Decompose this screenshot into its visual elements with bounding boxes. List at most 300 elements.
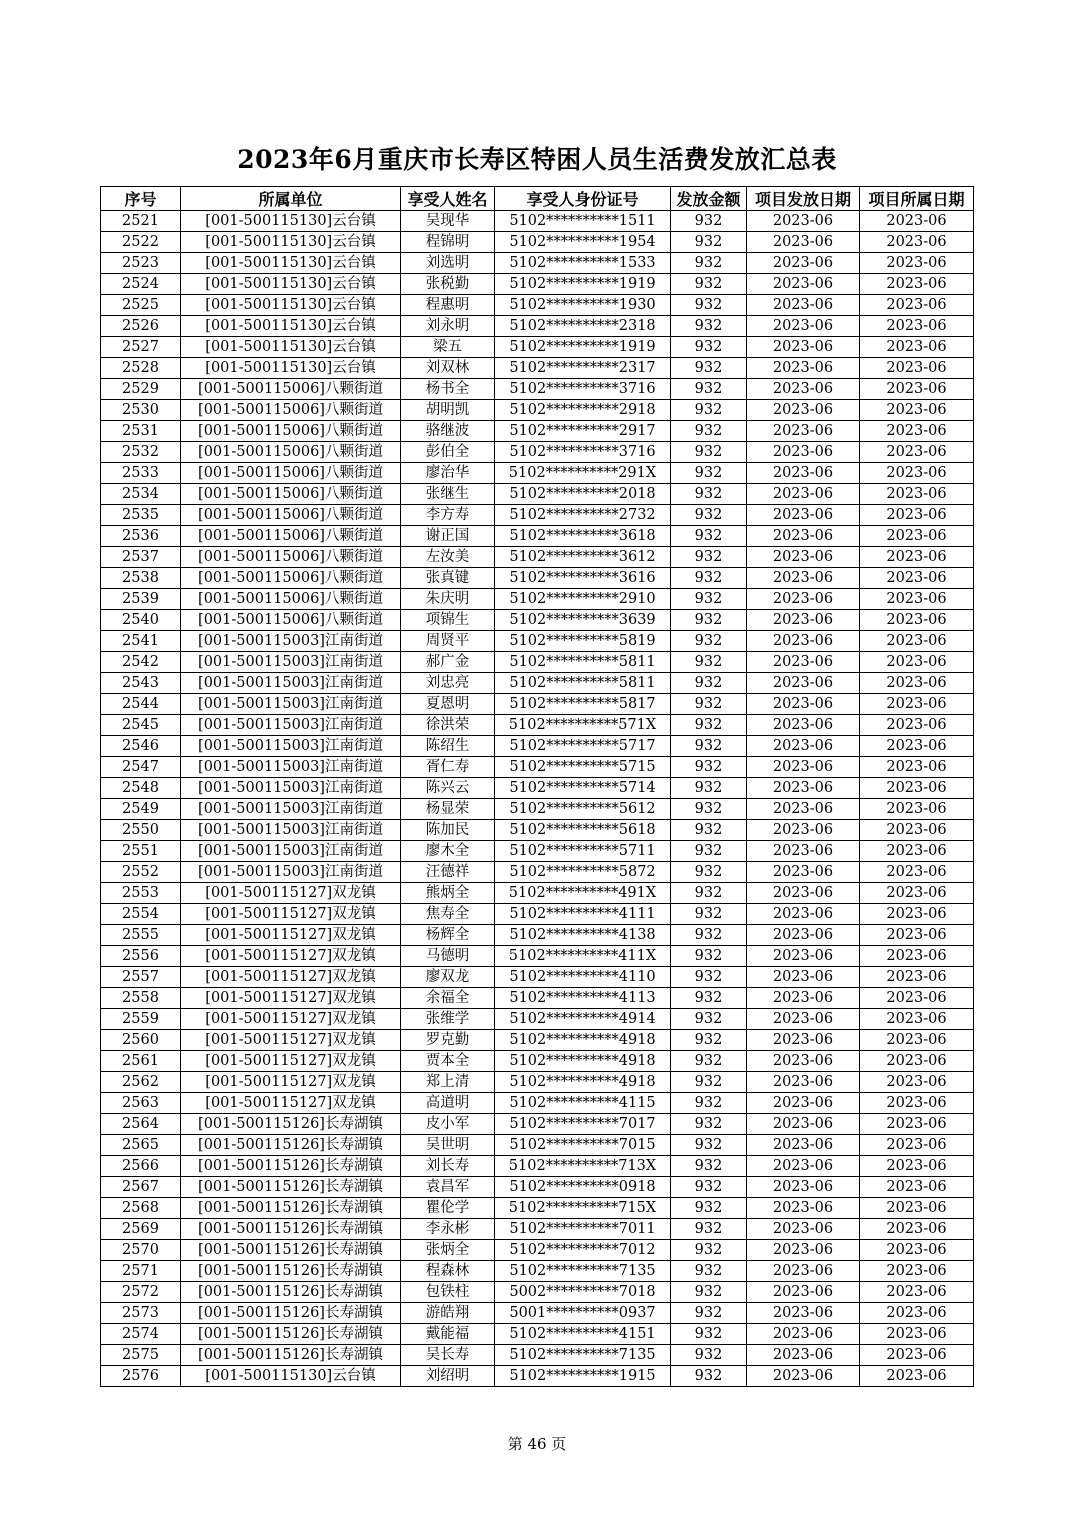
cell-issue-date: 2023-06 — [747, 1030, 860, 1051]
cell-unit: [001-500115003]江南街道 — [181, 715, 401, 736]
page-title: 2023年6月重庆市长寿区特困人员生活费发放汇总表 — [237, 145, 837, 174]
cell-period-date: 2023-06 — [860, 1261, 974, 1282]
cell-name: 刘选明 — [401, 253, 495, 274]
cell-period-date: 2023-06 — [860, 526, 974, 547]
cell-amount: 932 — [671, 652, 747, 673]
cell-index: 2568 — [101, 1198, 181, 1219]
table-row — [101, 379, 974, 400]
cell-issue-date: 2023-06 — [747, 547, 860, 568]
cell-unit: [001-500115126]长寿湖镇 — [181, 1219, 401, 1240]
cell-index: 2558 — [101, 988, 181, 1009]
cell-id-number: 5102**********411X — [495, 946, 671, 967]
table-row — [101, 1009, 974, 1030]
cell-amount: 932 — [671, 988, 747, 1009]
cell-name: 刘忠亮 — [401, 673, 495, 694]
table-row — [101, 1324, 974, 1345]
cell-index: 2524 — [101, 274, 181, 295]
cell-period-date: 2023-06 — [860, 547, 974, 568]
cell-unit: [001-500115006]八颗街道 — [181, 463, 401, 484]
cell-index: 2571 — [101, 1261, 181, 1282]
cell-unit: [001-500115130]云台镇 — [181, 337, 401, 358]
cell-issue-date: 2023-06 — [747, 1345, 860, 1366]
cell-amount: 932 — [671, 904, 747, 925]
cell-period-date: 2023-06 — [860, 652, 974, 673]
cell-amount: 932 — [671, 631, 747, 652]
cell-id-number: 5102**********1930 — [495, 295, 671, 316]
cell-index: 2538 — [101, 568, 181, 589]
cell-issue-date: 2023-06 — [747, 925, 860, 946]
cell-name: 周贤平 — [401, 631, 495, 652]
cell-period-date: 2023-06 — [860, 757, 974, 778]
cell-unit: [001-500115126]长寿湖镇 — [181, 1135, 401, 1156]
cell-id-number: 5102**********1919 — [495, 337, 671, 358]
cell-period-date: 2023-06 — [860, 1072, 974, 1093]
cell-name: 陈兴云 — [401, 778, 495, 799]
cell-issue-date: 2023-06 — [747, 673, 860, 694]
cell-period-date: 2023-06 — [860, 778, 974, 799]
cell-period-date: 2023-06 — [860, 1177, 974, 1198]
table-row — [101, 631, 974, 652]
cell-period-date: 2023-06 — [860, 1303, 974, 1324]
cell-amount: 932 — [671, 1156, 747, 1177]
cell-id-number: 5102**********491X — [495, 883, 671, 904]
cell-unit: [001-500115130]云台镇 — [181, 1366, 401, 1387]
cell-name: 刘双林 — [401, 358, 495, 379]
cell-index: 2526 — [101, 316, 181, 337]
cell-amount: 932 — [671, 967, 747, 988]
cell-period-date: 2023-06 — [860, 610, 974, 631]
cell-name: 谢正国 — [401, 526, 495, 547]
cell-issue-date: 2023-06 — [747, 484, 860, 505]
cell-index: 2548 — [101, 778, 181, 799]
cell-id-number: 5102**********2317 — [495, 358, 671, 379]
cell-amount: 932 — [671, 400, 747, 421]
cell-unit: [001-500115006]八颗街道 — [181, 610, 401, 631]
table-row — [101, 316, 974, 337]
cell-unit: [001-500115130]云台镇 — [181, 211, 401, 232]
cell-index: 2550 — [101, 820, 181, 841]
cell-issue-date: 2023-06 — [747, 652, 860, 673]
cell-id-number: 5102**********5811 — [495, 652, 671, 673]
cell-name: 袁昌军 — [401, 1177, 495, 1198]
cell-unit: [001-500115127]双龙镇 — [181, 904, 401, 925]
col-header-name: 享受人姓名 — [401, 187, 495, 211]
cell-index: 2532 — [101, 442, 181, 463]
cell-period-date: 2023-06 — [860, 484, 974, 505]
cell-id-number: 5102**********3716 — [495, 442, 671, 463]
table-row — [101, 1177, 974, 1198]
table-row — [101, 652, 974, 673]
table-row — [101, 694, 974, 715]
cell-issue-date: 2023-06 — [747, 568, 860, 589]
cell-id-number: 5102**********4115 — [495, 1093, 671, 1114]
page-number: 第 46 页 — [507, 1435, 567, 1453]
cell-id-number: 5102**********5715 — [495, 757, 671, 778]
cell-id-number: 5102**********4918 — [495, 1030, 671, 1051]
cell-index: 2531 — [101, 421, 181, 442]
cell-id-number: 5102**********7135 — [495, 1345, 671, 1366]
table-row — [101, 463, 974, 484]
table-row — [101, 484, 974, 505]
col-header-index: 序号 — [101, 187, 181, 211]
cell-amount: 932 — [671, 1198, 747, 1219]
cell-id-number: 5102**********7135 — [495, 1261, 671, 1282]
cell-issue-date: 2023-06 — [747, 904, 860, 925]
cell-amount: 932 — [671, 715, 747, 736]
cell-amount: 932 — [671, 526, 747, 547]
cell-period-date: 2023-06 — [860, 736, 974, 757]
cell-period-date: 2023-06 — [860, 1093, 974, 1114]
cell-period-date: 2023-06 — [860, 631, 974, 652]
cell-index: 2523 — [101, 253, 181, 274]
cell-index: 2567 — [101, 1177, 181, 1198]
col-header-issue-date: 项目发放日期 — [747, 187, 860, 211]
cell-id-number: 5102**********7015 — [495, 1135, 671, 1156]
table-row — [101, 778, 974, 799]
cell-unit: [001-500115006]八颗街道 — [181, 484, 401, 505]
cell-id-number: 5001**********0937 — [495, 1303, 671, 1324]
cell-unit: [001-500115006]八颗街道 — [181, 379, 401, 400]
cell-unit: [001-500115130]云台镇 — [181, 253, 401, 274]
cell-index: 2546 — [101, 736, 181, 757]
cell-amount: 932 — [671, 379, 747, 400]
cell-unit: [001-500115126]长寿湖镇 — [181, 1198, 401, 1219]
cell-issue-date: 2023-06 — [747, 1156, 860, 1177]
cell-name: 胥仁寿 — [401, 757, 495, 778]
cell-id-number: 5102**********5811 — [495, 673, 671, 694]
cell-period-date: 2023-06 — [860, 568, 974, 589]
table-row — [101, 1303, 974, 1324]
cell-index: 2575 — [101, 1345, 181, 1366]
cell-amount: 932 — [671, 1303, 747, 1324]
cell-id-number: 5102**********4138 — [495, 925, 671, 946]
cell-unit: [001-500115127]双龙镇 — [181, 1072, 401, 1093]
cell-id-number: 5102**********3612 — [495, 547, 671, 568]
cell-period-date: 2023-06 — [860, 1240, 974, 1261]
cell-name: 程森林 — [401, 1261, 495, 1282]
cell-amount: 932 — [671, 442, 747, 463]
cell-unit: [001-500115003]江南街道 — [181, 820, 401, 841]
cell-name: 杨书全 — [401, 379, 495, 400]
table-header-row — [101, 187, 974, 211]
cell-unit: [001-500115126]长寿湖镇 — [181, 1324, 401, 1345]
cell-period-date: 2023-06 — [860, 883, 974, 904]
cell-id-number: 5102**********4110 — [495, 967, 671, 988]
cell-name: 李永彬 — [401, 1219, 495, 1240]
cell-index: 2557 — [101, 967, 181, 988]
cell-unit: [001-500115006]八颗街道 — [181, 547, 401, 568]
cell-id-number: 5102**********3616 — [495, 568, 671, 589]
cell-id-number: 5102**********1919 — [495, 274, 671, 295]
cell-id-number: 5102**********5819 — [495, 631, 671, 652]
cell-issue-date: 2023-06 — [747, 1240, 860, 1261]
cell-unit: [001-500115006]八颗街道 — [181, 442, 401, 463]
cell-amount: 932 — [671, 421, 747, 442]
cell-issue-date: 2023-06 — [747, 1114, 860, 1135]
cell-period-date: 2023-06 — [860, 694, 974, 715]
table-row — [101, 1219, 974, 1240]
cell-period-date: 2023-06 — [860, 1135, 974, 1156]
cell-name: 骆继波 — [401, 421, 495, 442]
cell-amount: 932 — [671, 1282, 747, 1303]
cell-index: 2533 — [101, 463, 181, 484]
cell-issue-date: 2023-06 — [747, 295, 860, 316]
cell-name: 张继生 — [401, 484, 495, 505]
cell-issue-date: 2023-06 — [747, 883, 860, 904]
cell-issue-date: 2023-06 — [747, 1219, 860, 1240]
cell-name: 梁五 — [401, 337, 495, 358]
cell-issue-date: 2023-06 — [747, 1009, 860, 1030]
cell-name: 陈绍生 — [401, 736, 495, 757]
table-row — [101, 610, 974, 631]
cell-index: 2542 — [101, 652, 181, 673]
cell-index: 2536 — [101, 526, 181, 547]
cell-amount: 932 — [671, 1051, 747, 1072]
table-row — [101, 862, 974, 883]
cell-index: 2576 — [101, 1366, 181, 1387]
cell-issue-date: 2023-06 — [747, 400, 860, 421]
cell-period-date: 2023-06 — [860, 505, 974, 526]
table-row — [101, 547, 974, 568]
cell-id-number: 5102**********2732 — [495, 505, 671, 526]
cell-id-number: 5002**********7018 — [495, 1282, 671, 1303]
table-row — [101, 1240, 974, 1261]
cell-id-number: 5102**********5717 — [495, 736, 671, 757]
cell-unit: [001-500115127]双龙镇 — [181, 925, 401, 946]
cell-period-date: 2023-06 — [860, 358, 974, 379]
cell-amount: 932 — [671, 862, 747, 883]
cell-unit: [001-500115006]八颗街道 — [181, 421, 401, 442]
cell-unit: [001-500115003]江南街道 — [181, 736, 401, 757]
cell-issue-date: 2023-06 — [747, 1366, 860, 1387]
cell-id-number: 5102**********1511 — [495, 211, 671, 232]
cell-name: 程惠明 — [401, 295, 495, 316]
cell-unit: [001-500115126]长寿湖镇 — [181, 1114, 401, 1135]
cell-id-number: 5102**********4111 — [495, 904, 671, 925]
cell-name: 包铁柱 — [401, 1282, 495, 1303]
table-row — [101, 505, 974, 526]
cell-unit: [001-500115130]云台镇 — [181, 232, 401, 253]
table-row — [101, 715, 974, 736]
cell-amount: 932 — [671, 1219, 747, 1240]
cell-index: 2528 — [101, 358, 181, 379]
cell-amount: 932 — [671, 673, 747, 694]
cell-amount: 932 — [671, 253, 747, 274]
cell-period-date: 2023-06 — [860, 1009, 974, 1030]
cell-amount: 932 — [671, 232, 747, 253]
cell-unit: [001-500115127]双龙镇 — [181, 967, 401, 988]
cell-period-date: 2023-06 — [860, 1114, 974, 1135]
cell-amount: 932 — [671, 1240, 747, 1261]
cell-period-date: 2023-06 — [860, 1282, 974, 1303]
table-row — [101, 946, 974, 967]
cell-period-date: 2023-06 — [860, 841, 974, 862]
table-row — [101, 925, 974, 946]
cell-unit: [001-500115130]云台镇 — [181, 316, 401, 337]
cell-index: 2552 — [101, 862, 181, 883]
cell-amount: 932 — [671, 883, 747, 904]
cell-amount: 932 — [671, 736, 747, 757]
cell-index: 2530 — [101, 400, 181, 421]
cell-id-number: 5102**********1915 — [495, 1366, 671, 1387]
cell-issue-date: 2023-06 — [747, 211, 860, 232]
table-row — [101, 904, 974, 925]
cell-name: 罗克勤 — [401, 1030, 495, 1051]
cell-issue-date: 2023-06 — [747, 421, 860, 442]
data-table — [100, 186, 974, 1387]
cell-issue-date: 2023-06 — [747, 988, 860, 1009]
table-row — [101, 421, 974, 442]
cell-period-date: 2023-06 — [860, 400, 974, 421]
cell-amount: 932 — [671, 505, 747, 526]
cell-issue-date: 2023-06 — [747, 379, 860, 400]
cell-amount: 932 — [671, 820, 747, 841]
table-row — [101, 337, 974, 358]
cell-id-number: 5102**********5711 — [495, 841, 671, 862]
cell-unit: [001-500115006]八颗街道 — [181, 505, 401, 526]
table-row — [101, 1261, 974, 1282]
table-row — [101, 358, 974, 379]
cell-name: 余福全 — [401, 988, 495, 1009]
cell-index: 2572 — [101, 1282, 181, 1303]
cell-index: 2547 — [101, 757, 181, 778]
table-row — [101, 736, 974, 757]
cell-index: 2537 — [101, 547, 181, 568]
cell-unit: [001-500115130]云台镇 — [181, 358, 401, 379]
cell-name: 廖双龙 — [401, 967, 495, 988]
table-row — [101, 757, 974, 778]
cell-unit: [001-500115003]江南街道 — [181, 652, 401, 673]
cell-unit: [001-500115003]江南街道 — [181, 841, 401, 862]
cell-id-number: 5102**********713X — [495, 1156, 671, 1177]
cell-id-number: 5102**********7017 — [495, 1114, 671, 1135]
cell-period-date: 2023-06 — [860, 316, 974, 337]
cell-index: 2573 — [101, 1303, 181, 1324]
cell-period-date: 2023-06 — [860, 1030, 974, 1051]
cell-issue-date: 2023-06 — [747, 1135, 860, 1156]
cell-period-date: 2023-06 — [860, 211, 974, 232]
table-row — [101, 1030, 974, 1051]
cell-period-date: 2023-06 — [860, 379, 974, 400]
cell-period-date: 2023-06 — [860, 988, 974, 1009]
cell-id-number: 5102**********5714 — [495, 778, 671, 799]
cell-issue-date: 2023-06 — [747, 841, 860, 862]
cell-unit: [001-500115126]长寿湖镇 — [181, 1240, 401, 1261]
cell-unit: [001-500115126]长寿湖镇 — [181, 1303, 401, 1324]
cell-name: 胡明凯 — [401, 400, 495, 421]
cell-id-number: 5102**********3639 — [495, 610, 671, 631]
cell-amount: 932 — [671, 1261, 747, 1282]
cell-name: 高道明 — [401, 1093, 495, 1114]
cell-amount: 932 — [671, 610, 747, 631]
cell-unit: [001-500115126]长寿湖镇 — [181, 1156, 401, 1177]
table-row — [101, 274, 974, 295]
cell-name: 廖治华 — [401, 463, 495, 484]
cell-name: 郑上清 — [401, 1072, 495, 1093]
cell-period-date: 2023-06 — [860, 715, 974, 736]
table-row — [101, 253, 974, 274]
cell-index: 2535 — [101, 505, 181, 526]
table-row — [101, 673, 974, 694]
cell-index: 2566 — [101, 1156, 181, 1177]
cell-id-number: 5102**********5612 — [495, 799, 671, 820]
cell-unit: [001-500115003]江南街道 — [181, 694, 401, 715]
cell-period-date: 2023-06 — [860, 904, 974, 925]
table-body — [101, 211, 974, 1387]
cell-id-number: 5102**********3618 — [495, 526, 671, 547]
cell-period-date: 2023-06 — [860, 232, 974, 253]
cell-issue-date: 2023-06 — [747, 799, 860, 820]
cell-name: 刘长寿 — [401, 1156, 495, 1177]
cell-index: 2521 — [101, 211, 181, 232]
cell-amount: 932 — [671, 925, 747, 946]
cell-name: 张税勤 — [401, 274, 495, 295]
cell-period-date: 2023-06 — [860, 925, 974, 946]
table-row — [101, 1093, 974, 1114]
cell-issue-date: 2023-06 — [747, 694, 860, 715]
cell-name: 吴现华 — [401, 211, 495, 232]
cell-issue-date: 2023-06 — [747, 1051, 860, 1072]
cell-issue-date: 2023-06 — [747, 1282, 860, 1303]
cell-id-number: 5102**********3716 — [495, 379, 671, 400]
cell-amount: 932 — [671, 694, 747, 715]
cell-unit: [001-500115126]长寿湖镇 — [181, 1177, 401, 1198]
cell-index: 2554 — [101, 904, 181, 925]
cell-unit: [001-500115127]双龙镇 — [181, 1051, 401, 1072]
cell-amount: 932 — [671, 1093, 747, 1114]
cell-id-number: 5102**********2318 — [495, 316, 671, 337]
table-row — [101, 211, 974, 232]
cell-name: 吴长寿 — [401, 1345, 495, 1366]
cell-id-number: 5102**********4914 — [495, 1009, 671, 1030]
cell-period-date: 2023-06 — [860, 946, 974, 967]
cell-id-number: 5102**********5618 — [495, 820, 671, 841]
cell-issue-date: 2023-06 — [747, 757, 860, 778]
cell-index: 2570 — [101, 1240, 181, 1261]
cell-amount: 932 — [671, 946, 747, 967]
cell-issue-date: 2023-06 — [747, 1198, 860, 1219]
cell-id-number: 5102**********1954 — [495, 232, 671, 253]
cell-issue-date: 2023-06 — [747, 820, 860, 841]
cell-index: 2560 — [101, 1030, 181, 1051]
cell-issue-date: 2023-06 — [747, 274, 860, 295]
cell-unit: [001-500115003]江南街道 — [181, 778, 401, 799]
table-row — [101, 589, 974, 610]
cell-name: 郝广金 — [401, 652, 495, 673]
cell-amount: 932 — [671, 295, 747, 316]
table-row — [101, 1114, 974, 1135]
cell-name: 马德明 — [401, 946, 495, 967]
cell-issue-date: 2023-06 — [747, 967, 860, 988]
cell-index: 2543 — [101, 673, 181, 694]
cell-issue-date: 2023-06 — [747, 1303, 860, 1324]
cell-unit: [001-500115126]长寿湖镇 — [181, 1345, 401, 1366]
cell-unit: [001-500115127]双龙镇 — [181, 1030, 401, 1051]
cell-issue-date: 2023-06 — [747, 337, 860, 358]
cell-amount: 932 — [671, 358, 747, 379]
cell-name: 刘永明 — [401, 316, 495, 337]
cell-amount: 932 — [671, 316, 747, 337]
cell-index: 2561 — [101, 1051, 181, 1072]
cell-name: 熊炳全 — [401, 883, 495, 904]
table-row — [101, 1156, 974, 1177]
cell-period-date: 2023-06 — [860, 1345, 974, 1366]
cell-index: 2545 — [101, 715, 181, 736]
table-row — [101, 1282, 974, 1303]
cell-amount: 932 — [671, 337, 747, 358]
cell-issue-date: 2023-06 — [747, 526, 860, 547]
cell-period-date: 2023-06 — [860, 1324, 974, 1345]
